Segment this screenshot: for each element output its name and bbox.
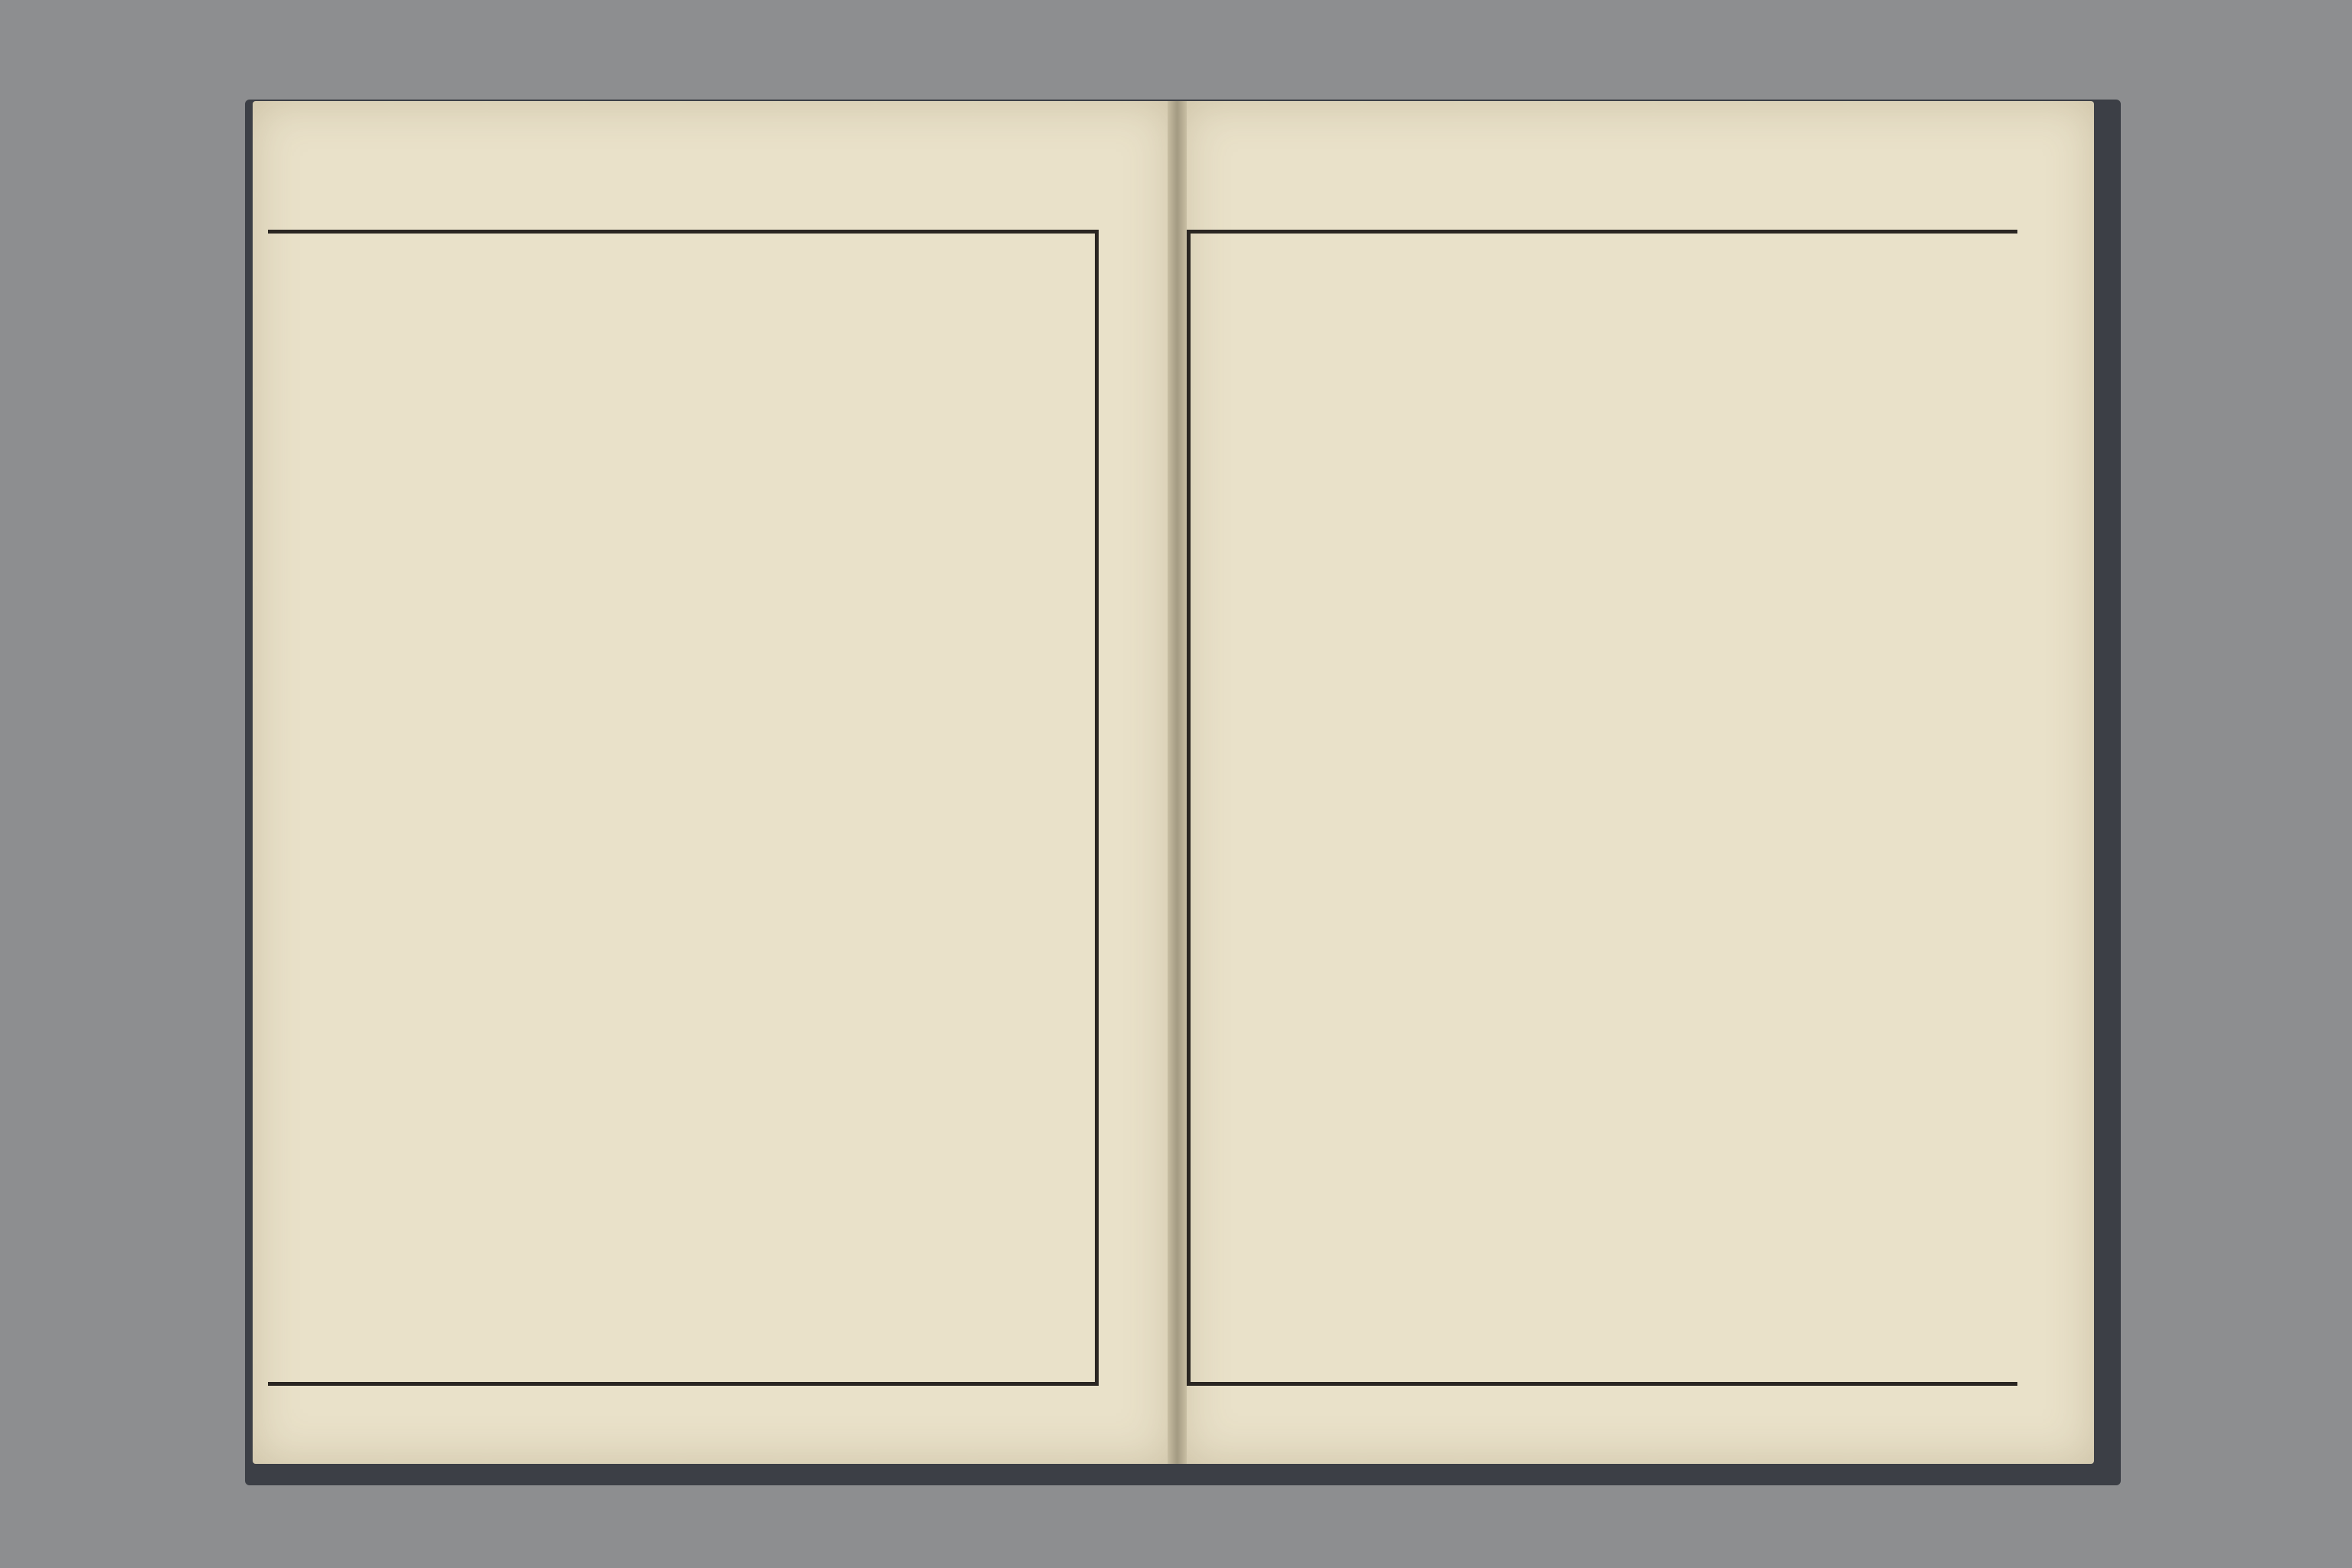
left-page-frame bbox=[268, 230, 1099, 1386]
book-gutter bbox=[1168, 101, 1187, 1464]
right-page-frame bbox=[1187, 230, 2017, 1386]
